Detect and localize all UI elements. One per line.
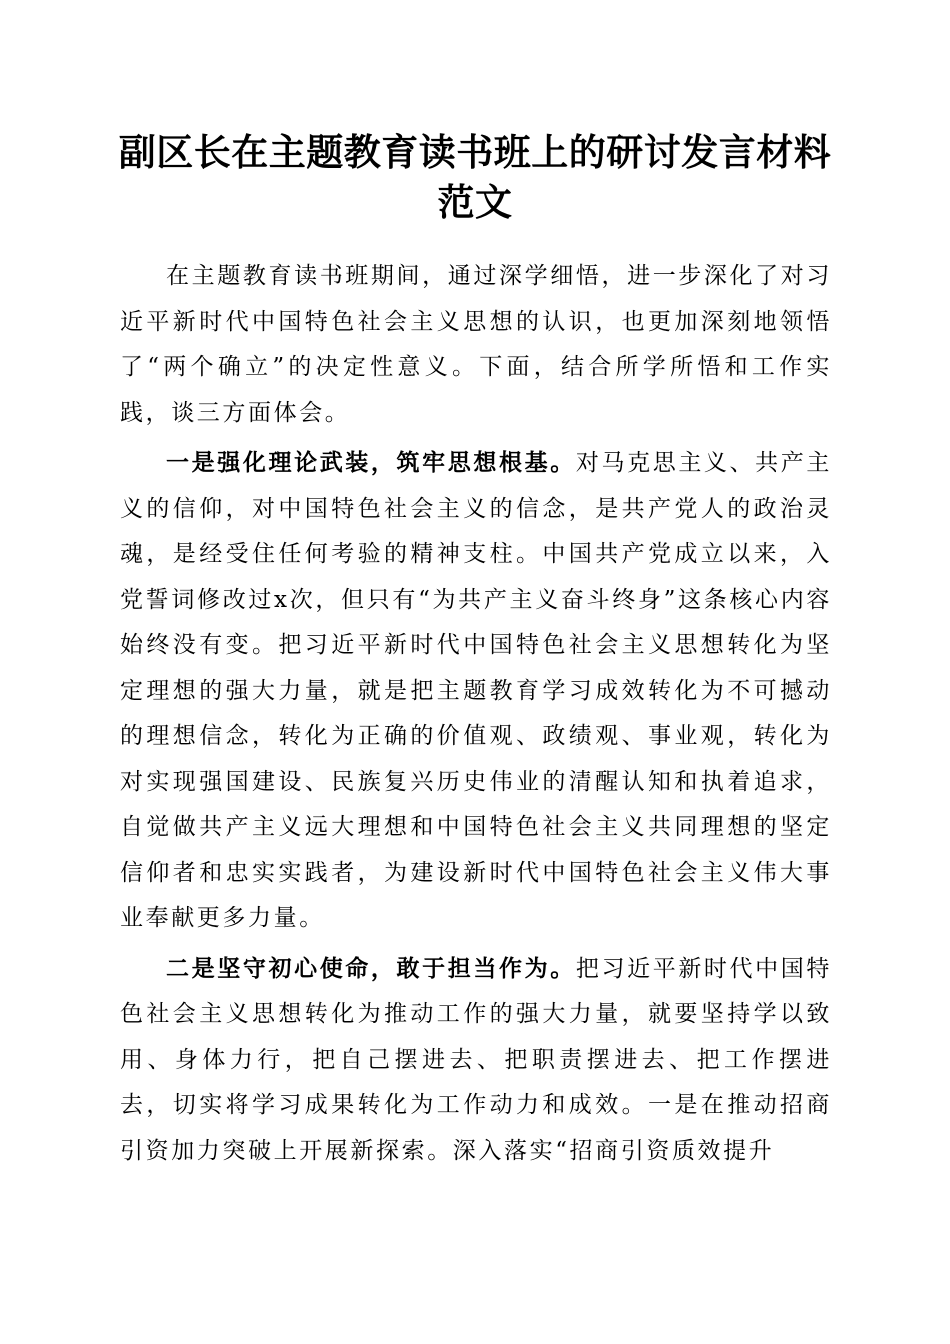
paragraph-text: 对马克思主义、共产主义的信仰，对中国特色社会主义的信念，是共产党人的政治灵魂，是经受住任何考验的精神支柱。中国共产党成立以来，入党誓词修改过x次，但只有“为共产主义奋斗终身”这条核心内容始终没有变。把习近平新时代中国特色社会主义思想转化为坚定理想的强大力量，就是把主题教育学习成效转化为不可撼动的理想信念，转化为正确的价值观、政绩观、事业观，转化为对实现强国建设、民族复兴历史伟业的清醒认知和执着追求，自觉做共产主义远大理想和中国特色社会主义共同理想的坚定信仰者和忠实实践者，为建设新时代中国特色社会主义伟大事业奉献更多力量。 [120, 450, 832, 931]
document-body [120, 253, 832, 1178]
paragraph-text: 把习近平新时代中国特色社会主义思想转化为推动工作的强大力量，就要坚持学以致用、身体力行，把自己摆进去、把职责摆进去、把工作摆进去，切实将学习成果转化为工作动力和成效。一是在推动招商引资加力突破上开展新探索。深入落实“招商引资质效提升 [120, 955, 832, 1164]
paragraph-point-one [120, 440, 832, 942]
paragraph-lead: 一是强化理论武装，筑牢思想根基。 [166, 449, 576, 476]
paragraph-text: 在主题教育读书班期间，通过深学细悟，进一步深化了对习近平新时代中国特色社会主义思想的认识，也更加深刻地领悟了“两个确立”的决定性意义。下面，结合所学所悟和工作实践，谈三方面体会。 [120, 263, 832, 426]
paragraph-intro [120, 253, 832, 436]
paragraph-lead: 二是坚守初心使命，敢于担当作为。 [166, 954, 576, 982]
paragraph-point-two [120, 946, 832, 1175]
document-title: 副区长在主题教育读书班上的研讨发言材料范文 [118, 131, 832, 224]
